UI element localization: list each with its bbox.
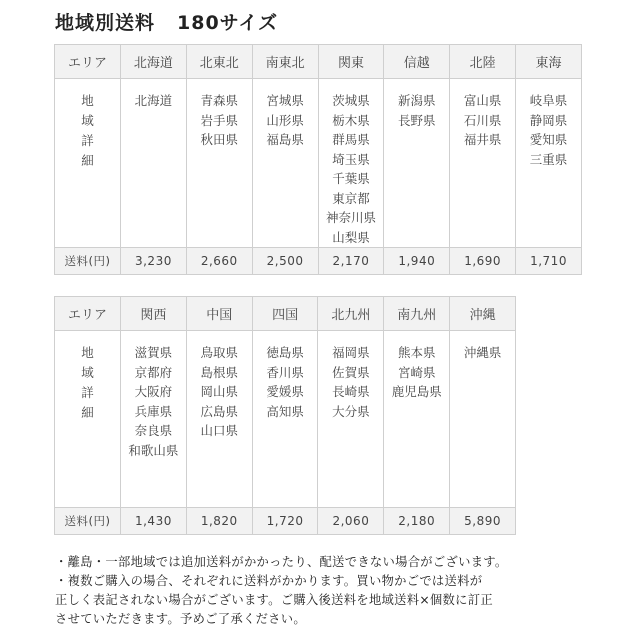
prefecture-list: [253, 331, 318, 507]
prefecture-name: 山口県: [200, 423, 238, 438]
prefecture-name: 東京都: [332, 190, 370, 206]
prefecture-list: [384, 79, 449, 247]
prefecture-name: 島根県: [200, 364, 238, 380]
prefecture-name: 福岡県: [332, 345, 370, 360]
prefecture-list: [121, 331, 186, 507]
prefecture-name: 秋田県: [200, 132, 239, 147]
prefecture-name: 京都府: [134, 364, 173, 380]
region-header: 信越: [384, 45, 449, 78]
prefecture-name: 愛媛県: [266, 384, 304, 399]
prefecture-name: 静岡県: [529, 112, 568, 128]
prefecture-name: 群馬県: [332, 132, 370, 147]
prefecture-name: 熊本県: [397, 345, 436, 360]
prefecture-name: 福井県: [463, 132, 502, 147]
price-value: 1,720: [253, 508, 318, 534]
detail-label: 地 域 詳 細: [55, 331, 120, 507]
detail-row: [55, 79, 581, 247]
prefecture-name: 沖縄県: [463, 345, 502, 360]
prefecture-name: 長崎県: [332, 384, 370, 399]
price-value: 2,500: [253, 248, 318, 274]
prefecture-name: 奈良県: [134, 423, 173, 438]
region-header: 沖縄: [450, 297, 515, 330]
note-line: ・離島・一部地域では追加送料がかかったり、配送できない場合がございます。: [55, 555, 508, 569]
price-value: 1,940: [384, 248, 449, 274]
region-header: 北陸: [450, 45, 515, 78]
price-value: 3,230: [121, 248, 186, 274]
region-header: 中国: [187, 297, 252, 330]
prefecture-name: 広島県: [200, 403, 238, 419]
note-line: ・複数ご購入の場合、それぞれに送料がかかります。買い物かごでは送料が: [55, 574, 483, 588]
prefecture-list: [187, 331, 252, 507]
region-header: 南東北: [253, 45, 318, 78]
prefecture-name: 愛知県: [529, 132, 568, 147]
prefecture-name: 宮崎県: [397, 364, 436, 380]
prefecture-name: 神奈川県: [325, 210, 376, 225]
price-value: 1,820: [187, 508, 252, 534]
region-header: 関西: [121, 297, 186, 330]
prefecture-name: 宮城県: [266, 93, 304, 108]
prefecture-name: 大阪府: [134, 384, 173, 399]
price-value: 5,890: [450, 508, 515, 534]
note-line: 正しく表記されない場合がございます。ご購入後送料を地域送料×個数に訂正: [55, 593, 493, 607]
price-row: [55, 508, 515, 534]
prefecture-name: 富山県: [463, 93, 502, 108]
prefecture-name: 鳥取県: [200, 345, 238, 360]
prefecture-name: 佐賀県: [332, 364, 370, 380]
prefecture-name: 石川県: [463, 112, 502, 128]
region-header: 関東: [319, 45, 384, 78]
detail-label: 地 域 詳 細: [55, 79, 120, 247]
prefecture-name: 埼玉県: [332, 151, 370, 167]
prefecture-list: [516, 79, 581, 247]
region-header: 東海: [516, 45, 581, 78]
note-line: させていただきます。予めご了承ください。: [55, 612, 306, 626]
price-value: 2,170: [319, 248, 384, 274]
prefecture-name: 茨城県: [332, 93, 370, 108]
price-row: [55, 248, 581, 274]
prefecture-list: [384, 331, 449, 507]
region-header: 北九州: [318, 297, 383, 330]
prefecture-name: 山形県: [266, 112, 304, 128]
prefecture-name: 兵庫県: [134, 403, 173, 419]
prefecture-list: [319, 79, 384, 247]
prefecture-name: 香川県: [266, 364, 304, 380]
prefecture-name: 大分県: [332, 403, 370, 419]
detail-row: [55, 331, 515, 507]
prefecture-name: 岩手県: [200, 112, 239, 128]
page-title: [55, 8, 278, 36]
prefecture-list: [318, 331, 383, 507]
area-header: エリア: [55, 297, 120, 330]
region-header: 四国: [253, 297, 318, 330]
prefecture-name: 栃木県: [332, 112, 370, 128]
prefecture-name: 三重県: [529, 151, 568, 167]
prefecture-name: 高知県: [266, 403, 304, 419]
prefecture-list: [121, 79, 186, 247]
prefecture-name: 山梨県: [332, 229, 370, 245]
shipping-table-east: [54, 44, 582, 275]
prefecture-name: 長野県: [398, 112, 436, 128]
price-value: 1,690: [450, 248, 515, 274]
prefecture-name: 北海道: [134, 93, 173, 108]
prefecture-name: 岐阜県: [529, 93, 568, 108]
region-header: 南九州: [384, 297, 449, 330]
prefecture-name: 千葉県: [332, 171, 370, 186]
price-value: 1,710: [516, 248, 581, 274]
shipping-notes: [55, 553, 595, 629]
prefecture-name: 青森県: [200, 93, 239, 108]
prefecture-name: 新潟県: [398, 93, 436, 108]
prefecture-list: [450, 79, 515, 247]
header-row: [55, 45, 581, 78]
region-header: 北海道: [121, 45, 186, 78]
prefecture-name: 岡山県: [200, 384, 238, 399]
header-row: [55, 297, 515, 330]
shipping-table-west: [54, 296, 516, 535]
price-value: 1,430: [121, 508, 186, 534]
price-value: 2,180: [384, 508, 449, 534]
prefecture-list: [187, 79, 252, 247]
prefecture-name: 滋賀県: [134, 345, 173, 360]
title-size: 180サイズ: [177, 12, 279, 34]
area-header: エリア: [55, 45, 120, 78]
title-main: 地域別送料: [55, 12, 156, 34]
prefecture-name: 鹿児島県: [391, 384, 442, 399]
prefecture-list: [450, 331, 515, 507]
price-value: 2,060: [318, 508, 383, 534]
prefecture-list: [253, 79, 318, 247]
price-label: 送料(円): [55, 508, 120, 534]
prefecture-name: 福島県: [266, 132, 304, 147]
prefecture-name: 和歌山県: [128, 442, 179, 458]
prefecture-name: 徳島県: [266, 345, 304, 360]
region-header: 北東北: [187, 45, 252, 78]
price-value: 2,660: [187, 248, 252, 274]
price-label: 送料(円): [55, 248, 120, 274]
